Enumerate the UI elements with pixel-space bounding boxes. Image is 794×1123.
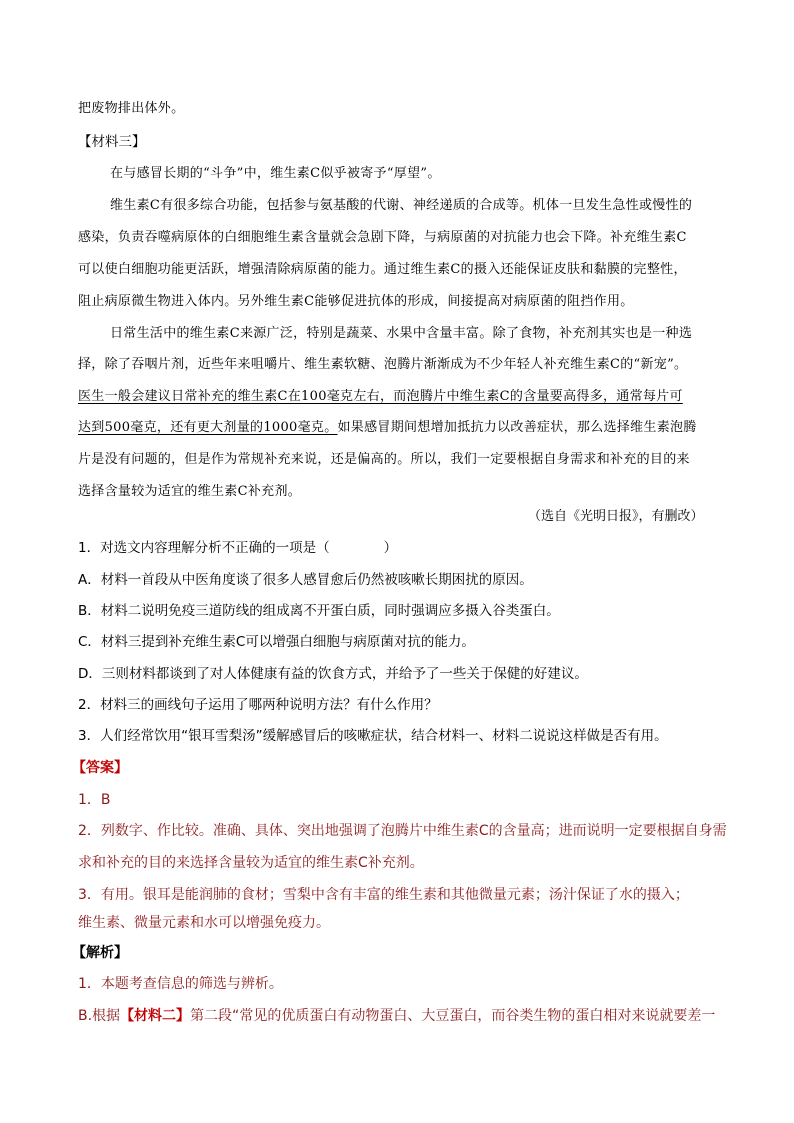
answer-heading: 【答案】 bbox=[72, 760, 128, 776]
question-1-option-c: C．材料三提到补充维生素C可以增强白细胞与病原菌对抗的能力。 bbox=[78, 634, 475, 650]
analysis-2-text: 第二段“常见的优质蛋白有动物蛋白、大豆蛋白，而谷类生物的蛋白相对来说就要差一 bbox=[190, 1008, 716, 1024]
material3-p2-line4: 阻止病原微生物进入体内。另外维生素C能够促进抗体的形成，间接提高对病原菌的阻挡作用。 bbox=[78, 294, 634, 309]
question-3: 3．人们经常饮用“银耳雪梨汤”缓解感冒后的咳嗽症状，结合材料一、材料二说说这样做是否有用。 bbox=[78, 728, 668, 744]
continuation-line: 把废物排出体外。 bbox=[78, 101, 185, 116]
underlined-sentence-line2: 达到500毫克，还有更大剂量的1000毫克。 bbox=[78, 420, 338, 435]
analysis-2 bbox=[78, 1008, 715, 1025]
material3-p2-line2: 感染，负责吞噬病原体的白细胞维生素含量就会急剧下降，与病原菌的对抗能力也会下降。补充维生素C bbox=[78, 230, 687, 245]
material3-p2-line3: 可以使白细胞功能更活跃，增强清除病原菌的能力。通过维生素C的摄入还能保证皮肤和黏膜的完整性， bbox=[78, 262, 687, 277]
analysis-1: 1．本题考查信息的筛选与辨析。 bbox=[78, 976, 283, 992]
answer-1: 1．B bbox=[78, 792, 111, 808]
analysis-2-material-ref: 【材料二】 bbox=[120, 1008, 191, 1024]
material3-p3-line6: 选择含量较为适宜的维生素C补充剂。 bbox=[78, 484, 302, 499]
material3-paragraph1: 在与感冒长期的“斗争”中，维生素C似乎被寄予“厚望”。 bbox=[110, 166, 441, 181]
question-1-option-d: D．三则材料都谈到了对人体健康有益的饮食方式，并给予了一些关于保健的好建议。 bbox=[78, 666, 588, 682]
material3-heading: 【材料三】 bbox=[78, 134, 146, 150]
source-citation: （选自《光明日报》，有删改） bbox=[528, 509, 704, 524]
material3-p3-line2: 择，除了吞咽片剂，近些年来咀嚼片、维生素软糖、泡腾片渐渐成为不少年轻人补充维生素C的“新宠”。 bbox=[78, 357, 688, 372]
answer-3-line1: 3．有用。银耳是能润肺的食材；雪梨中含有丰富的维生素和其他微量元素；汤汁保证了水的摄入； bbox=[78, 887, 689, 903]
material3-p3-line4 bbox=[78, 420, 697, 436]
answer-2-line1: 2．列数字、作比较。准确、具体、突出地强调了泡腾片中维生素C的含量高；进而说明一定要根据自身需 bbox=[78, 823, 727, 839]
question-2: 2．材料三的画线句子运用了哪两种说明方法？有什么作用？ bbox=[78, 697, 438, 713]
answer-2-line2: 求和补充的目的来选择含量较为适宜的维生素C补充剂。 bbox=[78, 855, 424, 871]
question-1: 1．对选文内容理解分析不正确的一项是（ ） bbox=[78, 540, 398, 556]
question-1-option-b: B．材料二说明免疫三道防线的组成离不开蛋白质，同时强调应多摄入谷类蛋白。 bbox=[78, 603, 560, 619]
analysis-2-prefix: B.根据 bbox=[78, 1008, 121, 1024]
answer-3-line2: 维生素、微量元素和水可以增强免疫力。 bbox=[78, 915, 330, 931]
analysis-heading: 【解析】 bbox=[72, 945, 128, 961]
material3-p3-line1: 日常生活中的维生素C来源广泛，特别是蔬菜、水果中含量丰富。除了食物，补充剂其实也是一种选 bbox=[110, 326, 693, 341]
question-1-option-a: A．材料一首段从中医角度谈了很多人感冒愈后仍然被咳嗽长期困扰的原因。 bbox=[78, 572, 533, 588]
underlined-sentence-line1: 医生一般会建议日常补充的维生素C在100毫克左右，而泡腾片中维生素C的含量要高得多，通常每片可 bbox=[78, 389, 683, 404]
material3-p3-line4-rest: 如果感冒期间想增加抵抗力以改善症状，那么选择维生素泡腾 bbox=[337, 420, 697, 435]
material3-p2-line1: 维生素C有很多综合功能，包括参与氨基酸的代谢、神经递质的合成等。机体一旦发生急性或慢性的 bbox=[110, 198, 693, 213]
material3-p3-line5: 片是没有问题的，但是作为常规补充来说，还是偏高的。所以，我们一定要根据自身需求和补充的目的来 bbox=[78, 452, 690, 467]
